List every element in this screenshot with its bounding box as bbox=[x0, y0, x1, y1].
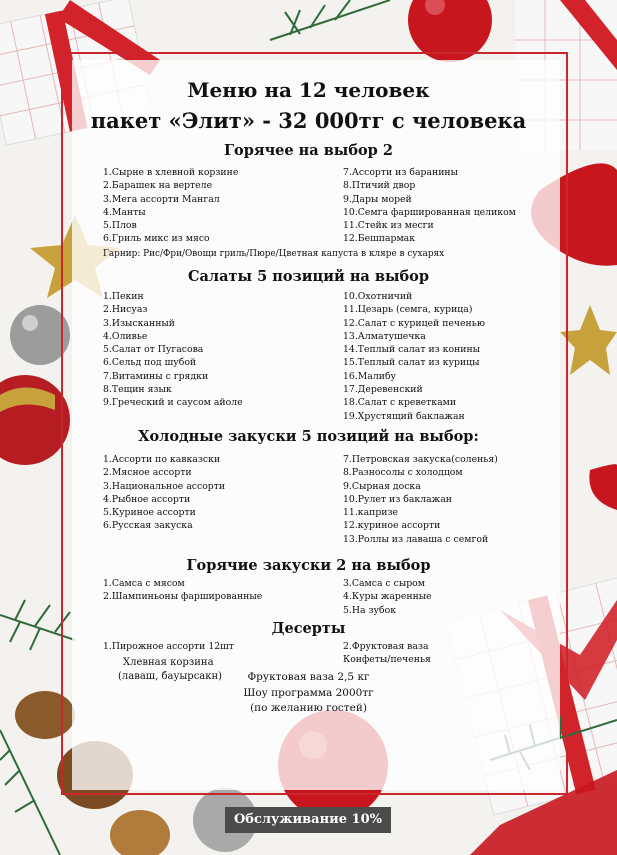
list-item: 14.Теплый салат из конины bbox=[343, 344, 481, 356]
list-item: 11.Стейк из месги bbox=[343, 220, 434, 232]
list-item: 4.Манты bbox=[103, 206, 146, 218]
guest-wish-note: (по желанию гостей) bbox=[250, 702, 367, 714]
hot-dishes-left-list bbox=[103, 166, 238, 246]
salads-heading: Салаты 5 позиций на выбор bbox=[188, 268, 429, 285]
list-item: 9.Греческий и саусом айоле bbox=[103, 397, 243, 409]
list-item: 10.Рулет из баклажан bbox=[343, 493, 452, 505]
list-item: 10.Охотничий bbox=[343, 291, 413, 302]
list-item: 7.Витамины с грядки bbox=[103, 370, 209, 382]
list-item: 12.Бешпармак bbox=[343, 233, 416, 245]
list-item: 4.Куры жаренные bbox=[343, 591, 432, 603]
list-item: 18.Салат с креветками bbox=[343, 397, 457, 409]
list-item: 1.Пекин bbox=[103, 291, 144, 302]
cold-snacks-heading: Холодные закуски 5 позиций на выбор: bbox=[138, 428, 479, 445]
list-item: Конфеты/печенья bbox=[343, 654, 431, 666]
cold-snacks-right-list bbox=[343, 453, 498, 546]
service-charge-badge: Обслуживание 10% bbox=[225, 807, 391, 833]
show-program-extra: Шоу программа 2000тг bbox=[243, 687, 374, 699]
list-item: 4.Рыбное ассорти bbox=[103, 493, 191, 505]
hot-snacks-heading: Горячие закуски 2 на выбор bbox=[186, 557, 431, 574]
list-item: 1.Ассорти по кавказски bbox=[103, 454, 221, 465]
list-item: 8.Разносолы с холодцом bbox=[343, 467, 463, 479]
list-item: 12.Салат с курицей печенью bbox=[343, 317, 485, 329]
hot-dishes-right-list bbox=[343, 166, 516, 246]
list-item: 6.Сельд под шубой bbox=[103, 357, 197, 369]
list-item: 5.Салат от Пугасова bbox=[103, 344, 204, 356]
desserts-right-list bbox=[343, 640, 431, 667]
desserts-heading: Десерты bbox=[271, 620, 346, 637]
list-item: 5.На зубок bbox=[343, 604, 397, 616]
list-item: 6.Русская закуска bbox=[103, 520, 193, 532]
list-item: 1.Сырне в хлевной корзине bbox=[103, 167, 239, 178]
list-item: 1.Пирожное ассорти 12шт bbox=[103, 641, 234, 652]
list-item: 15.Теплый салат из курицы bbox=[343, 357, 480, 369]
list-item: 2.Шампиньоны фаршированные bbox=[103, 591, 263, 603]
list-item: 2.Нисуаз bbox=[103, 304, 148, 316]
list-item: 7.Ассорти из баранины bbox=[343, 167, 459, 178]
list-item: 3.Мега ассорти Мангал bbox=[103, 193, 220, 205]
list-item: 2.Мясное ассорти bbox=[103, 467, 192, 479]
list-item: 11.Цезарь (семга, курица) bbox=[343, 304, 473, 316]
list-item: 10.Семга фаршированная целиком bbox=[343, 206, 516, 218]
cold-snacks-left-list bbox=[103, 453, 225, 533]
hot-snacks-right-list bbox=[343, 577, 432, 617]
pine-branch-top bbox=[270, 0, 390, 40]
list-item: 13.Роллы из лаваша с семгой bbox=[343, 533, 489, 545]
list-item: 8.Птичий двор bbox=[343, 180, 416, 192]
desserts-left-list bbox=[103, 640, 234, 653]
hot-snacks-left-list bbox=[103, 577, 262, 604]
package-title: пакет «Элит» - 32 000тг с человека bbox=[90, 108, 527, 133]
salads-right-list bbox=[343, 290, 485, 423]
list-item: 5.Плов bbox=[103, 220, 137, 232]
list-item: 9.Сырная доска bbox=[343, 480, 421, 492]
fruit-vase-extra: Фруктовая ваза 2,5 кг bbox=[247, 671, 370, 683]
salads-left-list bbox=[103, 290, 243, 410]
list-item: 1.Самса с мясом bbox=[103, 578, 185, 589]
red-bauble-right bbox=[589, 464, 617, 510]
menu-title: Меню на 12 человек bbox=[187, 78, 430, 102]
bread-basket-sub: (лаваш, бауырсакн) bbox=[118, 671, 223, 682]
list-item: 11.капризе bbox=[343, 507, 399, 519]
list-item: 5.Куриное ассорти bbox=[103, 507, 196, 519]
list-item: 3.Изысканный bbox=[103, 317, 175, 329]
list-item: 6.Гриль микс из мясо bbox=[103, 233, 210, 245]
list-item: 17.Деревенский bbox=[343, 384, 423, 396]
list-item: 12.куриное ассорти bbox=[343, 520, 441, 532]
gold-star-right bbox=[560, 305, 617, 375]
list-item: 3.Национальное ассорти bbox=[103, 480, 226, 492]
list-item: 7.Петровская закуска(соленья) bbox=[343, 454, 498, 465]
hot-dishes-heading: Горячее на выбор 2 bbox=[224, 142, 393, 159]
list-item: 2.Барашек на вертеле bbox=[103, 180, 213, 192]
list-item: 16.Малибу bbox=[343, 370, 397, 382]
bread-basket: Хлевная корзина bbox=[123, 657, 214, 668]
garnish-note: Гарнир: Рис/Фри/Овощи гриль/Пюре/Цветная капуста в кляре в сухарях bbox=[103, 249, 445, 259]
list-item: 9.Дары морей bbox=[343, 193, 412, 205]
list-item: 4.Оливье bbox=[103, 330, 148, 342]
list-item: 8.Тещин язык bbox=[103, 384, 172, 396]
list-item: 13.Алматушечка bbox=[343, 330, 426, 342]
list-item: 19.Хрустящий баклажан bbox=[343, 410, 465, 422]
list-item: 2.Фруктовая ваза bbox=[343, 641, 429, 652]
list-item: 3.Самса с сыром bbox=[343, 578, 426, 589]
